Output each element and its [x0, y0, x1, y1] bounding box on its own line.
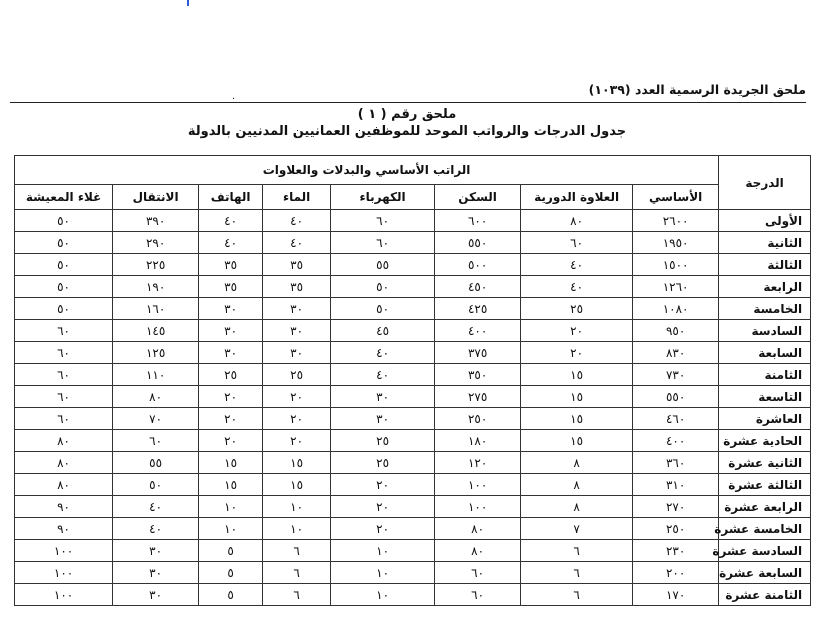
value-cell: ٢٧٠ — [633, 496, 719, 518]
grade-cell: الرابعة — [719, 276, 811, 298]
value-cell: ٥٠ — [15, 276, 113, 298]
grade-cell: السابعة — [719, 342, 811, 364]
grade-cell: الثامنة عشرة — [719, 584, 811, 606]
value-cell: ٢٠ — [331, 474, 435, 496]
value-cell: ٥ — [199, 584, 263, 606]
value-cell: ١٨٠ — [435, 430, 521, 452]
grade-cell: الخامسة — [719, 298, 811, 320]
value-cell: ٦٠٠ — [435, 210, 521, 232]
value-cell: ٣٠ — [113, 540, 199, 562]
value-cell: ٤٠ — [113, 518, 199, 540]
column-header: غلاء المعيشة — [15, 185, 113, 210]
value-cell: ٨٠ — [521, 210, 633, 232]
column-header: العلاوة الدورية — [521, 185, 633, 210]
value-cell: ٦٠ — [15, 408, 113, 430]
value-cell: ٤٢٥ — [435, 298, 521, 320]
table-row — [15, 320, 811, 342]
value-cell: ٢٠٠ — [633, 562, 719, 584]
value-cell: ٢٥٠ — [435, 408, 521, 430]
value-cell: ١٥ — [199, 474, 263, 496]
value-cell: ٥٥٠ — [435, 232, 521, 254]
value-cell: ٢٥ — [521, 298, 633, 320]
grade-cell: الرابعة عشرة — [719, 496, 811, 518]
grade-column-header: الدرجة — [719, 156, 811, 210]
value-cell: ٤٠ — [199, 210, 263, 232]
table-title: جدول الدرجات والرواتب الموحد للموظفين العمانيين المدنيين بالدولة — [187, 124, 627, 139]
table-row — [15, 408, 811, 430]
value-cell: ٣٠ — [113, 562, 199, 584]
corner-tick-mark — [187, 0, 189, 6]
value-cell: ١٠٨٠ — [633, 298, 719, 320]
value-cell: ١٠ — [331, 584, 435, 606]
grade-cell: الثانية — [719, 232, 811, 254]
grade-cell: الخامسة عشرة — [719, 518, 811, 540]
value-cell: ٣٠ — [263, 342, 331, 364]
value-cell: ٨٠ — [435, 540, 521, 562]
value-cell: ٨٠ — [15, 430, 113, 452]
value-cell: ١٥ — [263, 452, 331, 474]
appendix-title: ملحق رقم ( ١ ) — [357, 107, 457, 122]
value-cell: ٣٧٥ — [435, 342, 521, 364]
value-cell: ٦٠ — [15, 342, 113, 364]
value-cell: ١٠ — [263, 496, 331, 518]
value-cell: ٣٠ — [263, 320, 331, 342]
value-cell: ٨ — [521, 452, 633, 474]
allowances-group-header: الراتب الأساسي والبدلات والعلاوات — [15, 156, 719, 185]
value-cell: ٢٧٥ — [435, 386, 521, 408]
value-cell: ١٥ — [521, 364, 633, 386]
value-cell: ٨٠ — [15, 452, 113, 474]
value-cell: ٨ — [521, 496, 633, 518]
value-cell: ٨٣٠ — [633, 342, 719, 364]
value-cell: ٢٠ — [521, 320, 633, 342]
table-row — [15, 232, 811, 254]
column-header: السكن — [435, 185, 521, 210]
value-cell: ٢٠ — [521, 342, 633, 364]
value-cell: ١١٠ — [113, 364, 199, 386]
value-cell: ١٥ — [521, 408, 633, 430]
table-row — [15, 254, 811, 276]
value-cell: ٢٠ — [331, 518, 435, 540]
value-cell: ٥٥ — [331, 254, 435, 276]
grade-cell: الثانية عشرة — [719, 452, 811, 474]
value-cell: ١٠٠ — [15, 540, 113, 562]
value-cell: ١٥ — [199, 452, 263, 474]
value-cell: ٢٢٥ — [113, 254, 199, 276]
value-cell: ٣٠ — [199, 342, 263, 364]
value-cell: ٨٠ — [435, 518, 521, 540]
column-header: الهاتف — [199, 185, 263, 210]
value-cell: ٥٥٠ — [633, 386, 719, 408]
value-cell: ٤٥ — [331, 320, 435, 342]
value-cell: ٢٥ — [199, 364, 263, 386]
value-cell: ٣١٠ — [633, 474, 719, 496]
value-cell: ٦ — [263, 562, 331, 584]
value-cell: ٢٠ — [199, 408, 263, 430]
value-cell: ٩٠ — [15, 496, 113, 518]
value-cell: ٥٠ — [113, 474, 199, 496]
value-cell: ١٥ — [521, 386, 633, 408]
value-cell: ٦٠ — [15, 320, 113, 342]
value-cell: ١٢٦٠ — [633, 276, 719, 298]
value-cell: ٧٣٠ — [633, 364, 719, 386]
value-cell: ١٩٠ — [113, 276, 199, 298]
value-cell: ٥٥ — [113, 452, 199, 474]
value-cell: ٤٠ — [263, 232, 331, 254]
value-cell: ٣٠ — [113, 584, 199, 606]
value-cell: ٦ — [263, 540, 331, 562]
value-cell: ١٠٠ — [435, 474, 521, 496]
gazette-header-text: ملحق الجريدة الرسمية العدد (١٠٣٩) — [588, 82, 806, 97]
value-cell: ٣٦٠ — [633, 452, 719, 474]
table-row — [15, 386, 811, 408]
value-cell: ١٠ — [199, 518, 263, 540]
value-cell: ٢٠ — [263, 386, 331, 408]
value-cell: ١٠ — [263, 518, 331, 540]
value-cell: ٣٠ — [263, 298, 331, 320]
table-row — [15, 540, 811, 562]
value-cell: ٣٩٠ — [113, 210, 199, 232]
value-cell: ٢٥ — [331, 452, 435, 474]
table-row — [15, 496, 811, 518]
value-cell: ١٠٠ — [435, 496, 521, 518]
header-dot: . — [232, 91, 236, 102]
table-row — [15, 584, 811, 606]
grade-cell: السادسة عشرة — [719, 540, 811, 562]
value-cell: ٥٠ — [15, 232, 113, 254]
value-cell: ٩٠ — [15, 518, 113, 540]
value-cell: ٦ — [263, 584, 331, 606]
value-cell: ٢٩٠ — [113, 232, 199, 254]
grade-cell: الحادية عشرة — [719, 430, 811, 452]
value-cell: ٥ — [199, 540, 263, 562]
value-cell: ٦٠ — [15, 386, 113, 408]
value-cell: ٦٠ — [435, 562, 521, 584]
table-row — [15, 342, 811, 364]
value-cell: ٣٥ — [263, 276, 331, 298]
value-cell: ٢٥٠ — [633, 518, 719, 540]
value-cell: ٦ — [521, 584, 633, 606]
value-cell: ٢٠ — [199, 430, 263, 452]
value-cell: ٣٥ — [199, 254, 263, 276]
value-cell: ١٤٥ — [113, 320, 199, 342]
value-cell: ٥٠ — [15, 210, 113, 232]
value-cell: ٤٠ — [521, 276, 633, 298]
value-cell: ٥ — [199, 562, 263, 584]
value-cell: ٣٥ — [263, 254, 331, 276]
value-cell: ٤٥٠ — [435, 276, 521, 298]
value-cell: ١٥ — [263, 474, 331, 496]
value-cell: ١٠٠ — [15, 584, 113, 606]
value-cell: ٧٠ — [113, 408, 199, 430]
value-cell: ٢٠ — [199, 386, 263, 408]
value-cell: ٩٥٠ — [633, 320, 719, 342]
value-cell: ٤٠ — [113, 496, 199, 518]
table-row — [15, 276, 811, 298]
value-cell: ١٦٠ — [113, 298, 199, 320]
value-cell: ١٢٠ — [435, 452, 521, 474]
table-row — [15, 562, 811, 584]
value-cell: ٨٠ — [113, 386, 199, 408]
grade-cell: الثالثة — [719, 254, 811, 276]
column-header: الأساسي — [633, 185, 719, 210]
grade-cell: السادسة — [719, 320, 811, 342]
table-row — [15, 430, 811, 452]
value-cell: ٢٠ — [331, 496, 435, 518]
value-cell: ١٧٠ — [633, 584, 719, 606]
value-cell: ٤٦٠ — [633, 408, 719, 430]
value-cell: ٨٠ — [15, 474, 113, 496]
value-cell: ٣٠ — [331, 408, 435, 430]
value-cell: ١٢٥ — [113, 342, 199, 364]
value-cell: ١٠ — [331, 562, 435, 584]
column-header: الماء — [263, 185, 331, 210]
table-row — [15, 364, 811, 386]
value-cell: ٣٠ — [199, 320, 263, 342]
value-cell: ٦٠ — [15, 364, 113, 386]
value-cell: ٦٠ — [331, 232, 435, 254]
value-cell: ٢٠ — [263, 430, 331, 452]
table-row — [15, 452, 811, 474]
page-header — [10, 80, 806, 103]
value-cell: ٢٥ — [263, 364, 331, 386]
value-cell: ٥٠ — [331, 298, 435, 320]
value-cell: ٣٥ — [199, 276, 263, 298]
value-cell: ١٥ — [521, 430, 633, 452]
grade-cell: التاسعة — [719, 386, 811, 408]
table-row — [15, 210, 811, 232]
salary-table — [14, 155, 811, 606]
value-cell: ٤٠ — [521, 254, 633, 276]
value-cell: ٣٥٠ — [435, 364, 521, 386]
value-cell: ١٠ — [331, 540, 435, 562]
grade-cell: العاشرة — [719, 408, 811, 430]
value-cell: ٣٠ — [331, 386, 435, 408]
value-cell: ٦٠ — [331, 210, 435, 232]
value-cell: ١٩٥٠ — [633, 232, 719, 254]
value-cell: ٣٠ — [199, 298, 263, 320]
table-row — [15, 518, 811, 540]
value-cell: ٧ — [521, 518, 633, 540]
value-cell: ٨ — [521, 474, 633, 496]
title-block — [0, 106, 814, 140]
column-header: الانتقال — [113, 185, 199, 210]
value-cell: ١٠٠ — [15, 562, 113, 584]
value-cell: ٥٠ — [15, 298, 113, 320]
value-cell: ٤٠ — [331, 364, 435, 386]
value-cell: ٦٠ — [113, 430, 199, 452]
value-cell: ٤٠ — [331, 342, 435, 364]
value-cell: ١٥٠٠ — [633, 254, 719, 276]
grade-cell: الثالثة عشرة — [719, 474, 811, 496]
value-cell: ٥٠ — [15, 254, 113, 276]
grade-cell: الثامنة — [719, 364, 811, 386]
grade-cell: الأولى — [719, 210, 811, 232]
value-cell: ٤٠ — [263, 210, 331, 232]
value-cell: ٦٠ — [521, 232, 633, 254]
value-cell: ٦ — [521, 562, 633, 584]
value-cell: ٥٠٠ — [435, 254, 521, 276]
value-cell: ١٠ — [199, 496, 263, 518]
value-cell: ٤٠ — [199, 232, 263, 254]
value-cell: ٤٠٠ — [435, 320, 521, 342]
value-cell: ٦ — [521, 540, 633, 562]
value-cell: ٦٠ — [435, 584, 521, 606]
table-row — [15, 474, 811, 496]
value-cell: ٢٣٠ — [633, 540, 719, 562]
table-row — [15, 298, 811, 320]
value-cell: ٤٠٠ — [633, 430, 719, 452]
column-header: الكهرباء — [331, 185, 435, 210]
value-cell: ٢٥ — [331, 430, 435, 452]
value-cell: ٢٠ — [263, 408, 331, 430]
grade-cell: السابعة عشرة — [719, 562, 811, 584]
value-cell: ٥٠ — [331, 276, 435, 298]
value-cell: ٢٦٠٠ — [633, 210, 719, 232]
